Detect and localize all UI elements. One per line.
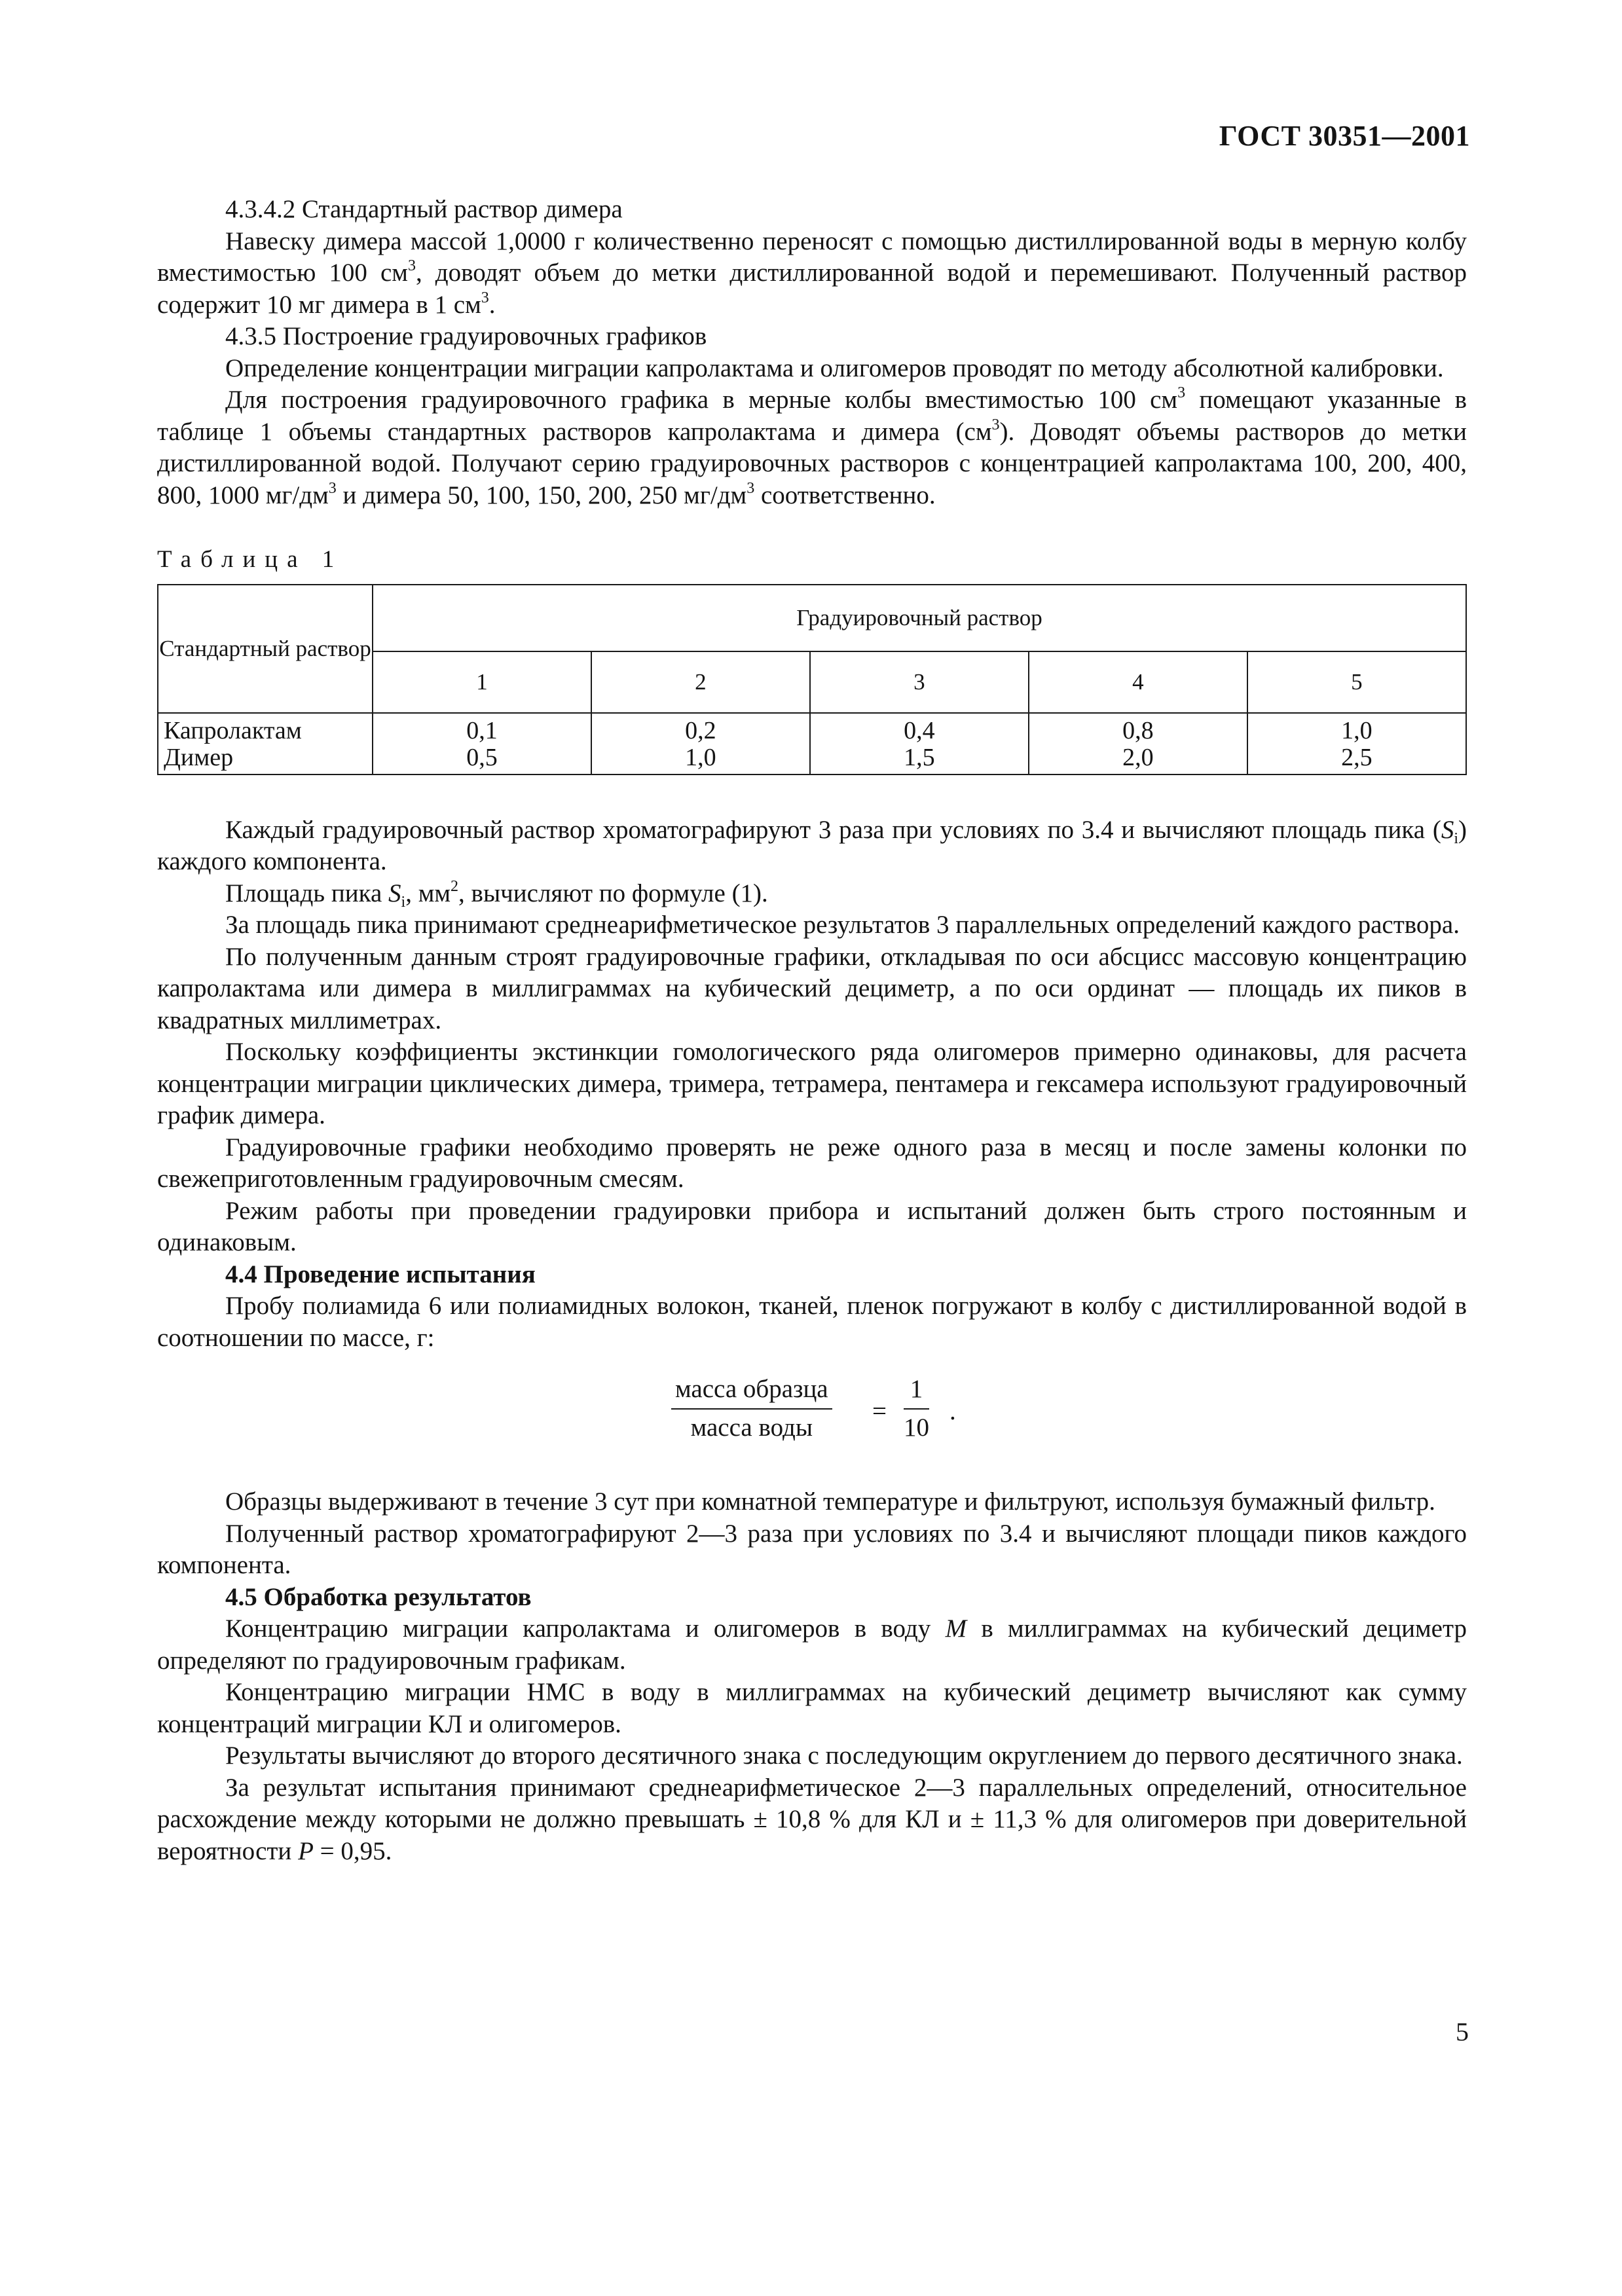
section-4-5-title: 4.5 Обработка результатов [225, 1582, 532, 1611]
table-column-header: 2 [591, 651, 810, 713]
formula-denominator: масса воды [690, 1413, 813, 1442]
table-column-header: 1 [373, 651, 591, 713]
formula-fraction-left [671, 1374, 832, 1444]
table-column-header: 4 [1029, 651, 1247, 713]
paragraph-calibration-method: Определение концентрации миграции капролактама и олигомеров проводят по методу абсолютной калибровки. [225, 354, 1444, 382]
paragraph-result: За результат испытания принимают среднеарифметическое 2—3 параллельных определений, относительное расхождение между которыми не должно превышать ± 10,8 % для КЛ и ± 11,3 % для олигомеров при доверительной вероятности P = 0,95. [157, 1773, 1467, 1865]
paragraph-dimer-solution: Навеску димера массой 1,0000 г количественно переносят с помощью дистиллированной воды в мерную колбу вместимостью 100 $см^3$, доводят объем до метки дистиллированной водой и перемешивают. Полученный раствор содержит 10 мг димера в 1 $см^3$. [157, 227, 1467, 319]
section-4-3-4-2-title: 4.3.4.2 Стандартный раствор димера [225, 195, 623, 223]
paragraph-chromatograph-solution: Полученный раствор хроматографируют 2—3 раза при условиях по 3.4 и вычисляют площади пиков каждого компонента. [157, 1519, 1467, 1579]
section-4-4-title: 4.4 Проведение испытания [225, 1260, 536, 1288]
formula-equals: = [872, 1397, 887, 1425]
paragraph-mean-area: За площадь пика принимают среднеарифметическое результатов 3 параллельных определений каждого раствора. [225, 911, 1460, 939]
row-label-caprolactam: Капролактам [164, 716, 302, 744]
table-caption: Таблица 1 [157, 546, 344, 573]
paragraph-build-graphs: По полученным данным строят градуировочные графики, откладывая по оси абсцисс массовую концентрацию капролактама или димера в миллиграммах на кубический дециметр, а по оси ординат — площадь их пиков в квадратных миллиметрах. [157, 942, 1467, 1034]
formula-dot: . [949, 1397, 956, 1425]
table-cell: 0,8 2,0 [1029, 713, 1247, 774]
paragraph-peak-area: Площадь пика $S_i$, $мм^2$, вычисляют по формуле (1). [225, 877, 768, 911]
row-label-dimer: Димер [164, 743, 234, 771]
paragraph-concentration-m: Концентрацию миграции капролактама и олигомеров в воду M в миллиграммах на кубический дециметр определяют по градуировочным графикам. [157, 1614, 1467, 1675]
paragraph-mode: Режим работы при проведении градуировки прибора и испытаний должен быть строго постоянным и одинаковым. [157, 1196, 1467, 1256]
paragraph-exposure: Образцы выдерживают в течение 3 сут при комнатной температуре и фильтруют, используя бумажный фильтр. [225, 1487, 1435, 1516]
table-1 [157, 584, 1467, 775]
table-stub-header: Стандартный раствор [158, 585, 373, 713]
table-column-header: 3 [810, 651, 1029, 713]
formula-rhs-denominator: 10 [904, 1413, 929, 1442]
formula-rhs-numerator: 1 [904, 1374, 929, 1410]
paragraph-rounding: Результаты вычисляют до второго десятичного знака с последующим округлением до первого десятичного знака. [225, 1741, 1463, 1770]
paragraph-check-graphs: Градуировочные графики необходимо проверять не реже одного раза в месяц и после замены колонки по свежеприготовленным градуировочным смесям. [157, 1133, 1467, 1193]
table-cell: 0,1 0,5 [373, 713, 591, 774]
paragraph-nms: Концентрацию миграции НМС в воду в миллиграммах на кубический дециметр вычисляют как сумму концентраций миграции КЛ и олигомеров. [157, 1678, 1467, 1738]
standard-header: ГОСТ 30351—2001 [1219, 120, 1470, 152]
table-cell: 0,2 1,0 [591, 713, 810, 774]
table-cell: 1,0 2,5 [1247, 713, 1466, 774]
formula-fraction-right [904, 1374, 929, 1444]
formula-numerator: масса образца [671, 1374, 832, 1410]
paragraph-chromatography-runs: Каждый градуировочный раствор хроматографируют 3 раза при условиях по 3.4 и вычисляют площадь пика $(S_i)$ каждого компонента. [157, 815, 1467, 875]
table-row-labels [158, 713, 373, 774]
table-data-rows [158, 713, 1466, 774]
section-4-3-5-title: 4.3.5 Построение градуировочных графиков [225, 322, 707, 350]
page-content [157, 194, 1467, 1867]
mass-ratio-formula [157, 1374, 1467, 1472]
paragraph-extinction: Поскольку коэффициенты экстинкции гомологического ряда олигомеров примерно одинаковы, для расчета концентрации миграции циклических димера, тримера, тетрамера, пентамера и гексамера используют градуировочный график димера. [157, 1038, 1467, 1129]
table-group-header: Градуировочный раствор [373, 585, 1466, 651]
page-number: 5 [1456, 2017, 1469, 2047]
table-column-header: 5 [1247, 651, 1466, 713]
table-cell: 0,4 1,5 [810, 713, 1029, 774]
paragraph-calibration-procedure: Для построения градуировочного графика в мерные колбы вместимостью 100 $см^3$ помещают указанные в таблице 1 объемы стандартных растворов капролактама и димера $(см^3)$. Доводят объемы растворов до метки дистиллированной водой. Получают серию градуировочных растворов с концентрацией капролактама 100, 200, 400, 800, 1000 $мг/дм^3$ и димера 50, 100, 150, 200, 250 $мг/дм^3$ соответственно. [157, 384, 1467, 509]
paragraph-sample: Пробу полиамида 6 или полиамидных волокон, тканей, пленок погружают в колбу с дистиллированной водой в соотношении по массе, г: [157, 1292, 1467, 1352]
